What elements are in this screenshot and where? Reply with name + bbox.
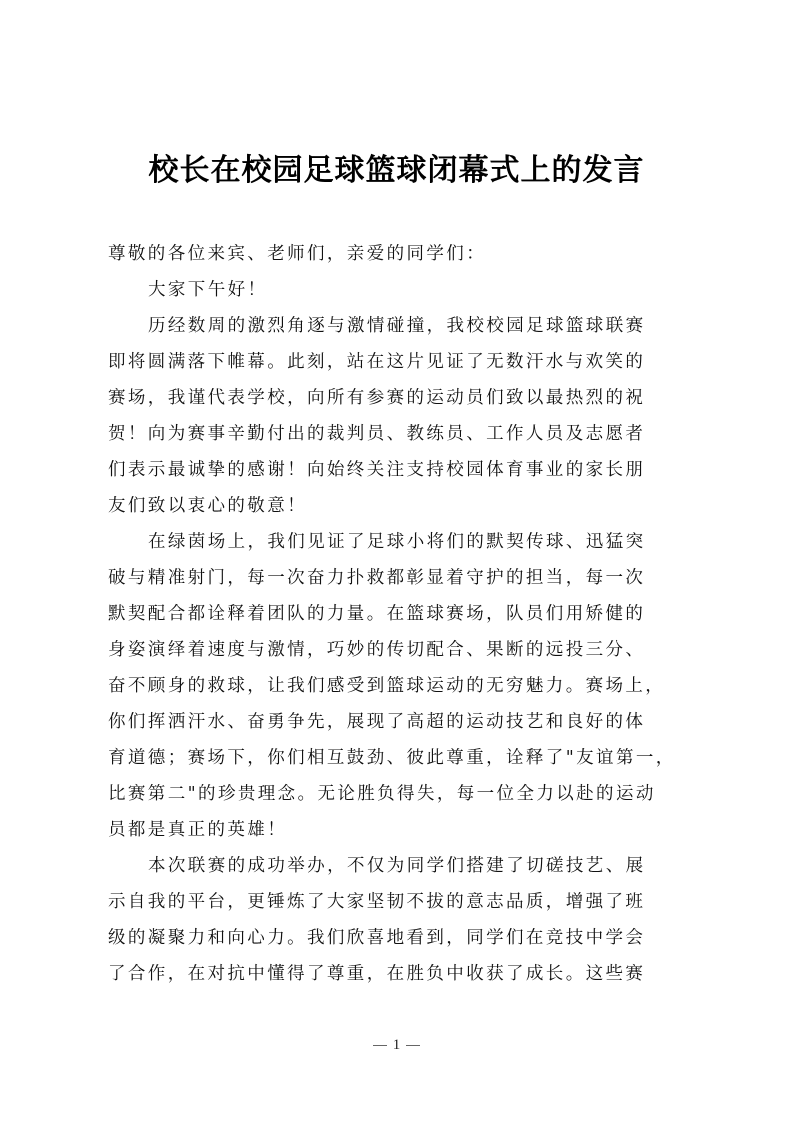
text-line: 即将圆满落下帷幕。此刻，站在这片见证了无数汗水与欢笑的 [108,352,646,372]
text-line: 大家下午好！ [148,280,268,300]
text-line: 赛场，我谨代表学校，向所有参赛的运动员们致以最热烈的祝 [108,388,646,408]
speech-body [108,236,690,992]
footer-dash-right [406,1045,420,1046]
text-line: 比赛第二"的珍贵理念。无论胜负得失，每一位全力以赴的运动 [108,784,656,804]
text-line: 默契配合都诠释着团队的力量。在篮球赛场，队员们用矫健的 [108,604,646,624]
text-line: 级的凝聚力和向心力。我们欣喜地看到，同学们在竞技中学会 [108,928,646,948]
text-line: 奋不顾身的救球，让我们感受到篮球运动的无穷魅力。赛场上， [108,676,666,696]
text-line: 本次联赛的成功举办，不仅为同学们搭建了切磋技艺、展 [148,856,646,876]
text-line: 了合作，在对抗中懂得了尊重，在胜负中收获了成长。这些赛 [108,964,646,984]
text-line: 在绿茵场上，我们见证了足球小将们的默契传球、迅猛突 [148,532,646,552]
page-number: 1 [392,1037,401,1053]
text-line: 育道德；赛场下，你们相互鼓劲、彼此尊重，诠释了"友谊第一， [108,748,676,768]
text-line: 员都是真正的英雄！ [108,820,288,840]
text-line: 们表示最诚挚的感谢！向始终关注支持校园体育事业的家长朋 [108,460,646,480]
page-footer [0,1037,793,1054]
text-line: 示自我的平台，更锤炼了大家坚韧不拔的意志品质，增强了班 [108,892,646,912]
text-line: 贺！向为赛事辛勤付出的裁判员、教练员、工作人员及志愿者 [108,424,646,444]
text-line: 身姿演绎着速度与激情，巧妙的传切配合、果断的远投三分、 [108,640,646,660]
text-line: 破与精准射门，每一次奋力扑救都彰显着守护的担当，每一次 [108,568,646,588]
page-title: 校长在校园足球篮球闭幕式上的发言 [148,153,645,188]
text-line: 尊敬的各位来宾、老师们，亲爱的同学们： [108,244,487,264]
footer-dash-left [373,1045,387,1046]
text-line: 友们致以衷心的敬意！ [108,496,307,516]
text-line: 历经数周的激烈角逐与激情碰撞，我校校园足球篮球联赛 [148,316,646,336]
text-line: 你们挥洒汗水、奋勇争先，展现了高超的运动技艺和良好的体 [108,712,646,732]
